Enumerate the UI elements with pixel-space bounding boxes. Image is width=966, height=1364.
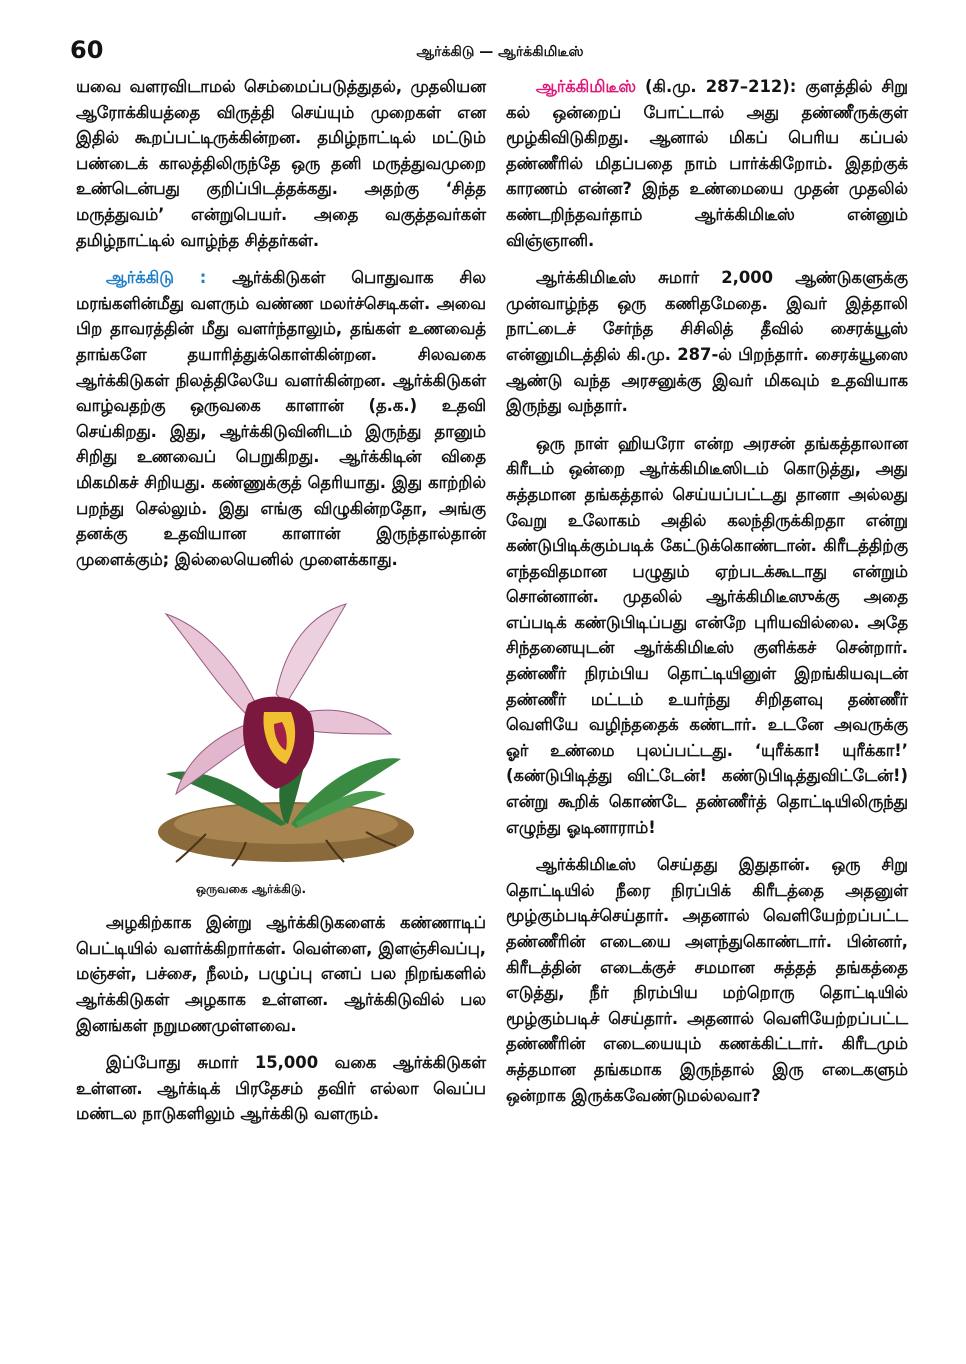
- archimedes-method-paragraph: ஆர்க்கிமிடீஸ் செய்தது இதுதான். ஒரு சிறு தொட்டியில் நீரை நிரப்பிக் கிரீடத்தை அதனுள் மூழ்கும்படிச்செய்தார். அதனால் வெளியேற்றப்பட்ட தண்ணீரின் எடையை அளந்துகொண்டார். பின்னர், கிரீடத்தின் எடைக்குச் சமமான சுத்தத் தங்கத்தை எடுத்து, நீர் நிரம்பிய மற்றொரு தொட்டியில் மூழ்கும்படிச் செய்தார். அதனால் வெளியேற்றப்பட்ட தண்ணீரின் எடையையும் கணக்கிட்டார். கிரீடமும் சுத்தமான தங்கமாக இருந்தால் இரு எடைகளும் ஒன்றாக இருக்கவேண்டுமல்லவா?: [506, 855, 908, 1105]
- orchid-intro-paragraph: யவை வளரவிடாமல் செம்மைப்படுத்துதல், முதலியன ஆரோக்கியத்தை விருத்தி செய்யும் முறைகள் என இதில் கூறப்பட்டிருக்கின்றன. தமிழ்நாட்டில் மட்டும் பண்டைக் காலத்திலிருந்தே ஒரு தனி மருத்துவமுறை உண்டென்பது குறிப்பிடத்தக்கது. அதற்கு ‘சித்த மருத்துவம்’ என்றுபெயர். அதை வகுத்தவர்கள் தமிழ்நாட்டில் வாழ்ந்த சித்தர்கள்.: [76, 77, 486, 250]
- orchid-heading: ஆர்க்கிடு :: [106, 268, 207, 288]
- figure-caption: ஒருவகை ஆர்க்கிடு.: [196, 882, 307, 897]
- archimedes-heading: ஆர்க்கிமிடீஸ்: [536, 77, 636, 96]
- archimedes-paragraph: [506, 74, 908, 253]
- orchid-species-paragraph: இப்போது சுமார் 15,000 வகை ஆர்க்கிடுகள் உள்ளன. ஆர்க்டிக் பிரதேசம் தவிர் எல்லா வெப்ப மண்டல நாடுகளிலும் ஆர்க்கிடு வளரும்.: [76, 1053, 486, 1124]
- orchid-figure: [76, 584, 486, 874]
- right-column: [506, 74, 908, 1120]
- running-head: ஆர்க்கிடு — ஆர்க்கிமிடீஸ்: [416, 44, 584, 60]
- orchid-paragraph-body: ஆர்க்கிடுகள் பொதுவாக சில மரங்களின்மீது வளரும் வண்ண மலர்ச்செடிகள். அவை பிற தாவரத்தின் மீது வளர்ந்தாலும், தங்கள் உணவைத் தாங்களே தயாரித்துக்கொள்கின்றன. சிலவகை ஆர்க்கிடுகள் நிலத்திலேயே வளர்கின்றன. ஆர்க்கிடுகள் வாழ்வதற்கு ஒருவகை காளான் (த.க.) உதவி செய்கிறது. இது, ஆர்க்கிடுவினிடம் இருந்து தானும் சிறிது உணவைப் பெறுகிறது. ஆர்க்கிடின் விதை மிகமிகச் சிறியது. கண்ணுக்குத் தெரியாது. இது காற்றில் பறந்து செல்லும். இது எங்கு விழுகின்றதோ, அங்கு தனக்கு உதவியான காளான் இருந்தால்தான் முளைக்கும்; இல்லையெனில் முளைக்காது.: [76, 268, 486, 569]
- left-column: [76, 74, 486, 1139]
- orchid-illustration-icon: [136, 584, 426, 874]
- page-number: 60: [70, 36, 104, 64]
- orchid-paragraph: [76, 265, 486, 572]
- archimedes-dates: (கி.மு. 287–212):: [636, 77, 797, 96]
- archimedes-paragraph-body: குளத்தில் சிறு கல் ஒன்றைப் போட்டால் அது தண்ணீருக்குள் மூழ்கிவிடுகிறது. ஆனால் மிகப் பெரிய கப்பல் தண்ணீரில் மிதப்பதை நாம் பார்க்கிறோம். இதற்குக் காரணம் என்ன? இந்த உண்மையை முதன் முதலில் கண்டறிந்தவர்தாம் ஆர்க்கிமிடீஸ் என்னும் விஞ்ஞானி.: [506, 77, 908, 250]
- orchid-colors-paragraph: அழகிற்காக இன்று ஆர்க்கிடுகளைக் கண்ணாடிப் பெட்டியில் வளர்க்கிறார்கள். வெள்ளை, இளஞ்சிவப்பு, மஞ்சள், பச்சை, நீலம், பழுப்பு எனப் பல நிறங்களில் ஆர்க்கிடுகள் அழகாக உள்ளன. ஆர்க்கிடுவில் பல இனங்கள் நறுமணமுள்ளவை.: [76, 913, 486, 1035]
- archimedes-bio-paragraph: ஆர்க்கிமிடீஸ் சுமார் 2,000 ஆண்டுகளுக்கு முன்வாழ்ந்த ஒரு கணிதமேதை. இவர் இத்தாலி நாட்டைச் சேர்ந்த சிசிலித் தீவில் சைரக்யூஸ் என்னுமிடத்தில் கி.மு. 287-ல் பிறந்தார். சைரக்யூஸை ஆண்டு வந்த அரசனுக்கு இவர் மிகவும் உதவியாக இருந்து வந்தார்.: [506, 268, 908, 416]
- archimedes-crown-paragraph: ஒரு நாள் ஹியரோ என்ற அரசன் தங்கத்தாலான கிரீடம் ஒன்றை ஆர்க்கிமிடீஸிடம் கொடுத்து, அது சுத்தமான தங்கத்தால் செய்யப்பட்டது தானா அல்லது வேறு உலோகம் அதில் கலந்திருக்கிறதா என்று கண்டுபிடிக்கும்படிக் கேட்டுக்கொண்டான். கிரீடத்திற்கு எந்தவிதமான பழுதும் ஏற்படக்கூடாது என்றும் சொன்னான். முதலில் ஆர்க்கிமிடீஸுக்கு அதை எப்படிக் கண்டுபிடிப்பது என்றே புரியவில்லை. அதே சிந்தனையுடன் ஆர்க்கிமிடீஸ் குளிக்கச் சென்றார். தண்ணீர் நிரம்பிய தொட்டியினுள் இறங்கியவுடன் தண்ணீர் மட்டம் உயர்ந்து சிறிதளவு தண்ணீர் வெளியே வழிந்ததைக் கண்டார். உடனே அவருக்கு ஓர் உண்மை புலப்பட்டது. ‘யுரீக்கா! யுரீக்கா!’ (கண்டுபிடித்து விட்டேன்! கண்டுபிடித்துவிட்டேன்!) என்று கூறிக் கொண்டே தண்ணீர்த் தொட்டியிலிருந்து எழுந்து ஓடினாராம்!: [506, 433, 908, 837]
